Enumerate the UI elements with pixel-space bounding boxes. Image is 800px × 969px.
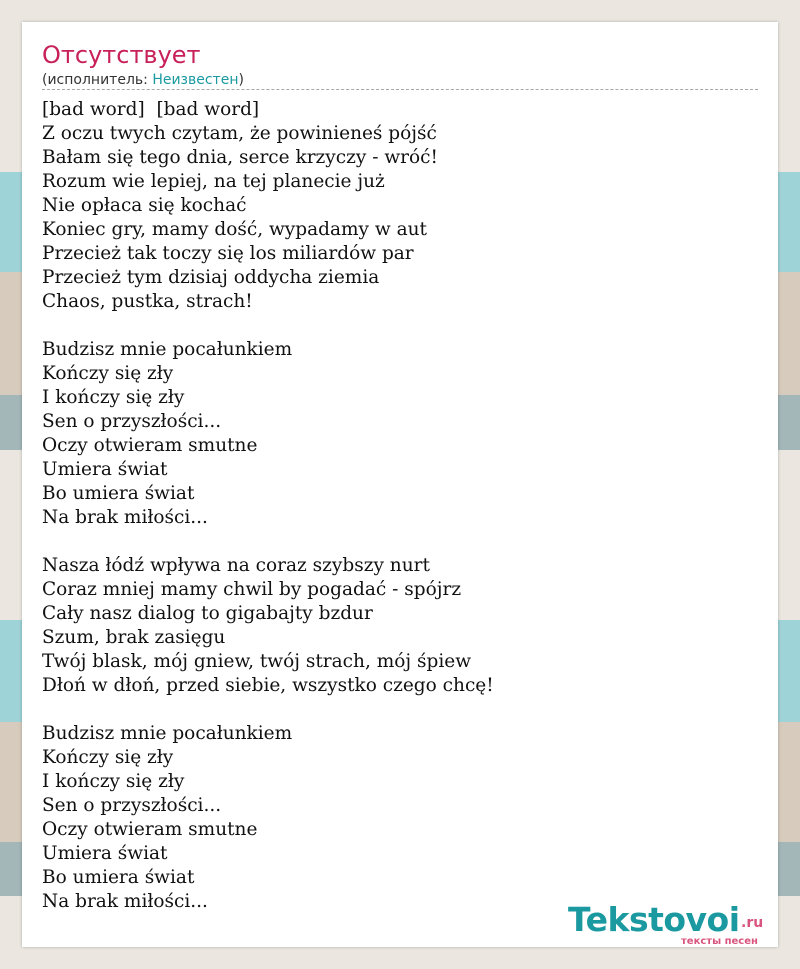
lyrics-text xyxy=(42,98,494,914)
lyric-line: Umiera świat xyxy=(42,459,168,480)
lyric-line: I kończy się zły xyxy=(42,771,185,792)
stanza-break xyxy=(42,530,494,554)
lyric-line: Sen o przyszłości... xyxy=(42,795,222,816)
lyric-line: Nasza łódź wpływa na coraz szybszy nurt xyxy=(42,555,430,576)
song-title: Отсутствует xyxy=(42,41,201,69)
lyric-line: Przecież tym dzisiaj oddycha ziemia xyxy=(42,267,380,288)
lyric-line: Coraz mniej mamy chwil by pogadać - spójrz xyxy=(42,579,462,600)
lyric-line: Budzisz mnie pocałunkiem xyxy=(42,723,293,744)
lyric-line: Nie opłaca się kochać xyxy=(42,195,247,216)
logo-tagline: тексты песен xyxy=(681,936,758,947)
lyric-line: Chaos, pustka, strach! xyxy=(42,291,253,312)
lyric-line: Bo umiera świat xyxy=(42,867,195,888)
lyric-line: Koniec gry, mamy dość, wypadamy w aut xyxy=(42,219,427,240)
lyric-line: Kończy się zły xyxy=(42,363,174,384)
lyrics-card xyxy=(22,22,778,947)
lyric-line: Rozum wie lepiej, na tej planecie już xyxy=(42,171,385,192)
logo-name: Tekstovoi xyxy=(568,900,740,939)
stanza-break xyxy=(42,314,494,338)
site-logo[interactable] xyxy=(568,900,778,948)
lyric-line: Umiera świat xyxy=(42,843,168,864)
lyric-line: Oczy otwieram smutne xyxy=(42,435,258,456)
lyric-line: Na brak miłości... xyxy=(42,891,208,912)
stanza-break xyxy=(42,698,494,722)
lyric-line: Bo umiera świat xyxy=(42,483,195,504)
artist-suffix: ) xyxy=(238,72,244,88)
lyric-line: Szum, brak zasięgu xyxy=(42,627,226,648)
lyric-line: Budzisz mnie pocałunkiem xyxy=(42,339,293,360)
artist-prefix: (исполнитель: xyxy=(42,72,153,88)
lyric-line: Oczy otwieram smutne xyxy=(42,819,258,840)
lyric-line: Bałam się tego dnia, serce krzyczy - wróć! xyxy=(42,147,438,168)
lyric-line: I kończy się zły xyxy=(42,387,185,408)
lyric-line: Przecież tak toczy się los miliardów par xyxy=(42,243,414,264)
lyric-line: Sen o przyszłości... xyxy=(42,411,222,432)
lyric-line: Twój blask, mój gniew, twój strach, mój śpiew xyxy=(42,651,472,672)
title-divider xyxy=(42,89,758,90)
lyric-line: Dłoń w dłoń, przed siebie, wszystko czego chcę! xyxy=(42,675,494,696)
lyric-line: [bad word] [bad word] xyxy=(42,99,260,120)
lyric-line: Cały nasz dialog to gigabajty bzdur xyxy=(42,603,373,624)
artist-link[interactable]: Неизвестен xyxy=(152,72,239,88)
lyric-line: Na brak miłości... xyxy=(42,507,208,528)
lyric-line: Kończy się zły xyxy=(42,747,174,768)
lyric-line: Z oczu twych czytam, że powinieneś pójść xyxy=(42,123,437,144)
logo-tld: .ru xyxy=(741,915,764,931)
artist-line xyxy=(42,71,244,89)
